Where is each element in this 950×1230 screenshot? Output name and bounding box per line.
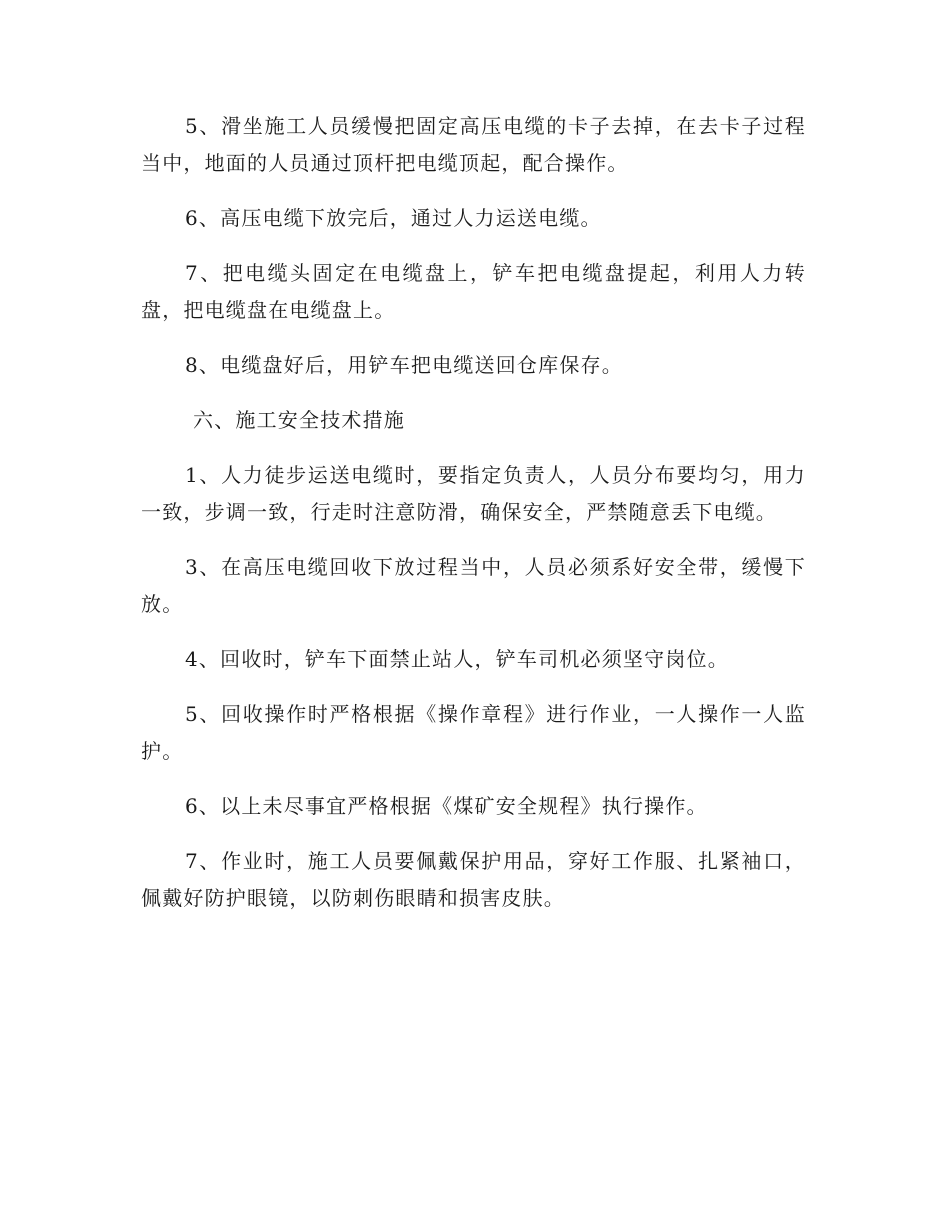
document-body <box>141 108 806 935</box>
paragraph-step-7: 7、把电缆头固定在电缆盘上，铲车把电缆盘提起，利用人力转盘，把电缆盘在电缆盘上。 <box>141 261 806 322</box>
paragraph-safety-5: 5、回收操作时严格根据《操作章程》进行作业，一人操作一人监护。 <box>141 702 806 763</box>
paragraph-step-5: 5、滑坐施工人员缓慢把固定高压电缆的卡子去掉，在去卡子过程当中，地面的人员通过顶杆把电缆顶起，配合操作。 <box>141 114 806 175</box>
paragraph-step-6: 6、高压电缆下放完后，通过人力运送电缆。 <box>185 206 602 230</box>
paragraph-safety-4: 4、回收时，铲车下面禁止站人，铲车司机必须坚守岗位。 <box>185 647 729 671</box>
paragraph-step-8: 8、电缆盘好后，用铲车把电缆送回仓库保存。 <box>185 353 623 377</box>
paragraph-safety-7: 7、作业时，施工人员要佩戴保护用品，穿好工作服、扎紧袖口，佩戴好防护眼镜，以防刺伤眼睛和损害皮肤。 <box>141 849 806 910</box>
section-heading: 六、施工安全技术措施 <box>193 408 405 432</box>
paragraph-safety-1: 1、人力徒步运送电缆时，要指定负责人，人员分布要均匀，用力一致，步调一致，行走时注意防滑，确保安全，严禁随意丢下电缆。 <box>141 463 806 524</box>
paragraph-safety-3: 3、在高压电缆回收下放过程当中，人员必须系好安全带，缓慢下放。 <box>141 555 806 616</box>
paragraph-safety-6: 6、以上未尽事宜严格根据《煤矿安全规程》执行操作。 <box>185 794 708 818</box>
